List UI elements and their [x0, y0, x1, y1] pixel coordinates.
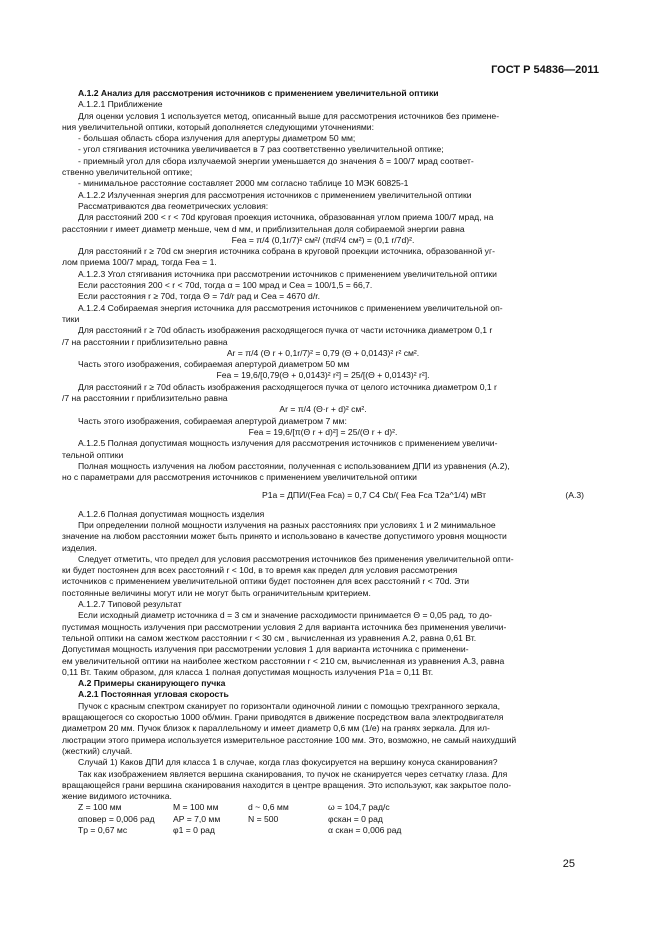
text-line: Так как изображением является вершина сканирования, то пучок не сканируется через сетчатку глаза. Для [78, 768, 508, 779]
text-line: - приемный угол для сбора излучаемой энергии уменьшается до значения δ = 100/7 мрад соответ- [78, 155, 474, 166]
equation-a3 [62, 490, 584, 501]
text-line: (жесткий) случай. [62, 745, 133, 756]
text-line: Рассматриваются два геометрических условия: [78, 200, 269, 211]
document-body [62, 88, 584, 836]
text-line: /7 на расстоянии r приблизительно равна [62, 336, 228, 347]
text-line: Если исходный диаметр источника d = 3 см и значение расходимости принимается Θ = 0,05 рад, то до- [78, 610, 492, 621]
text-line: Пучок с красным спектром сканирует по горизонтали одиночной линии с помощью трехгранного зеркала, [78, 700, 501, 711]
text-line: ки будет постоянен для всех расстояний r < 10d, в то время как предел для условия рассмотрения [62, 565, 458, 576]
text-line: - большая область сбора излучения для апертуры диаметром 50 мм; [78, 133, 356, 144]
text-line: Ar = π/4 (Θ r + 0,1r/7)² = 0,79 (Θ + 0,0143)² r² см². [226, 347, 420, 358]
text-line: А.1.2.3 Угол стягивания источника при рассмотрении источников с применением увеличительной оптики [78, 268, 497, 279]
variable-value: α скан = 0,006 рад [328, 825, 402, 835]
text-line: А.1.2.5 Полная допустимая мощность излучения для рассмотрения источников с применением увеличи- [78, 438, 498, 449]
text-line: источников с применением увеличительной оптики будет постоянен для всех расстояний r < 70d. Эти [62, 576, 470, 587]
text-line: А.1.2.7 Типовой результат [78, 599, 182, 610]
equation-number: (А.3) [565, 490, 584, 501]
variable-value: Tp = 0,67 мс [78, 825, 128, 835]
text-line: значение на любом расстоянии может быть принято и использовано в качестве допустимого уровня мощности [62, 531, 507, 542]
text-line: постоянные величины могут или не могут быть ограничительным критерием. [62, 587, 371, 598]
text-line: тельной оптики [62, 449, 124, 460]
text-line: Полная мощность излучения на любом расстоянии, полученная с использованием ДПИ из уравнения (А.2), [78, 460, 510, 471]
variables-row [62, 802, 584, 813]
variables-row [62, 814, 584, 825]
text-line: Следует отметить, что предел для условия рассмотрения источников без применения увеличительной опти- [78, 553, 514, 564]
text-line: пустимая мощность излучения при рассмотрении условия 2 для варианта источника без применения увеличи- [62, 621, 507, 632]
text-line: Ar = π/4 (Θ·r + d)² см². [279, 404, 367, 415]
text-line: А.1.2.4 Собираемая энергия источника для рассмотрения источников с применением увеличительной оп- [78, 302, 503, 313]
text-line: 0,11 Вт. Таким образом, для класса 1 полная допустимая мощность излучения P1a = 0,11 Вт. [62, 666, 434, 677]
variable-value: ω = 104,7 рад/с [328, 802, 390, 813]
text-line: Для расстояний r ≥ 70d область изображения расходящегося пучка от целого источника диаметром 0,1 r [78, 381, 497, 392]
variable-value: N = 500 [248, 813, 279, 824]
text-line: А.1.2.1 Приближение [78, 99, 163, 110]
text-line: - угол стягивания источника увеличивается в 7 раз соответственно увеличительной оптике; [78, 144, 444, 155]
variable-value: φскан = 0 рад [328, 813, 383, 824]
variable-value: φ1 = 0 рад [173, 825, 215, 835]
text-line: лом приема 100/7 мрад, тогда Fea = 1. [62, 257, 217, 268]
text-line: ния увеличительной оптики, который дополняется следующими уточнениями: [62, 121, 374, 132]
text-line: Случай 1) Каков ДПИ для класса 1 в случае, когда глаз фокусируется на вершину конуса сканирования? [78, 757, 498, 768]
variable-value [248, 825, 328, 836]
text-line: Для расстояний 200 < r < 70d круговая проекция источника, образованная углом приема 100/7 мрад, на [78, 212, 494, 223]
variable-value: d ~ 0,6 мм [248, 802, 289, 813]
text-line: но с параметрами для рассмотрения источников с применением увеличительной оптики [62, 472, 417, 483]
text-line: расстоянии r имеет диаметр меньше, чем d мм, и приблизительная доля собираемой энергии равна [62, 223, 465, 234]
variable-value: AP = 7,0 мм [173, 813, 221, 824]
variables-row [62, 825, 584, 836]
text-line: Если расстояния r ≥ 70d, тогда Θ = 7d/r рад и Cea = 4670 d/r. [78, 291, 320, 302]
text-line: А.1.2.6 Полная допустимая мощность изделия [78, 508, 265, 519]
text-line: тики [62, 313, 80, 324]
text-line: Для расстояний r ≥ 70d область изображения расходящегося пучка от части источника диаметром 0,1 r [78, 325, 493, 336]
variable-value: αповер = 0,006 рад [78, 813, 155, 824]
document-header: ГОСТ Р 54836—2011 [491, 64, 599, 76]
text-line: вращающегося со скоростью 1000 об/мин. Грани приводятся в движение посредством вала электродвигателя [62, 712, 504, 723]
text-line: ем увеличительной оптики на наиболее жестком расстоянии r < 210 см, вычисленная из уравнения А.3, равна [62, 655, 505, 666]
page-number: 25 [562, 858, 575, 870]
equation-body: P1a = ДПИ/(Fea Fca) = 0,7 C4 Cb/( Fea Fca T2a^1/4) мВт [262, 490, 487, 501]
text-line: изделия. [62, 542, 97, 553]
text-line: Fea = 19,6/[0,79(Θ + 0,0143)² r²] = 25/[(Θ + 0,0143)² r²]. [216, 370, 430, 381]
text-line: А.1.2 Анализ для рассмотрения источников с применением увеличительной оптики [78, 88, 439, 98]
text-line: Часть этого изображения, собираемая апертурой диаметром 50 мм [78, 359, 350, 370]
text-line: жение видимого источника. [62, 791, 172, 802]
text-line: А.2.1 Постоянная угловая скорость [78, 689, 229, 700]
text-line: - минимальное расстояние составляет 2000 мм согласно таблице 10 МЭК 60825-1 [78, 178, 409, 189]
variable-value: M = 100 мм [173, 802, 219, 813]
text-line: А.1.2.2 Излученная энергия для рассмотрения источников с применением увеличительной оптики [78, 189, 472, 200]
text-line: люстрации этого примера используется измерительное расстояние 100 мм. Это, возможно, не самый наихудший [62, 734, 517, 745]
text-line: тельной оптики на самом жестком расстоянии r < 30 см , вычисленная из уравнения А.2, равна 0,61 Вт. [62, 632, 477, 643]
text-line: Часть этого изображения, собираемая апертурой диаметром 7 мм: [78, 415, 347, 426]
text-line: Fea = π/4 (0,1r/7)² см²/ (πd²/4 см²) = (0,1 r/7d)². [231, 234, 415, 245]
text-line: /7 на расстоянии r приблизительно равна [62, 393, 228, 404]
text-line: диаметром 20 мм. Пучок близок к параллельному и имеет диаметр 0,6 мм (1/e) на гранях зеркала. Для ил- [62, 723, 490, 734]
text-line: Для оценки условия 1 используется метод, описанный выше для рассмотрения источников без примене- [78, 110, 500, 121]
text-line: ственно увеличительной оптике; [62, 167, 193, 178]
text-line: Для расстояний r ≥ 70d см энергия источника собрана в круговой проекции источника, образованной уг- [78, 246, 495, 257]
text-line: Если расстояния 200 < r < 70d, тогда α = 100 мрад и Cea = 100/1,5 = 66,7. [78, 280, 373, 291]
text-line: вращающейся грани вершина сканирования находится в центре вращения. Это используют, как закрытое поло- [62, 779, 512, 790]
text-line: При определении полной мощности излучения на разных расстояниях при условиях 1 и 2 минимальное [78, 519, 496, 530]
variable-value: Z = 100 мм [78, 802, 122, 813]
text-line: Допустимая мощность излучения при рассмотрении условия 1 для варианта источника с применени- [62, 644, 469, 655]
text-line: А.2 Примеры сканирующего пучка [78, 678, 226, 689]
text-line: Fea = 19,6/[π(Θ r + d)²] = 25/(Θ r + d)². [248, 426, 398, 437]
